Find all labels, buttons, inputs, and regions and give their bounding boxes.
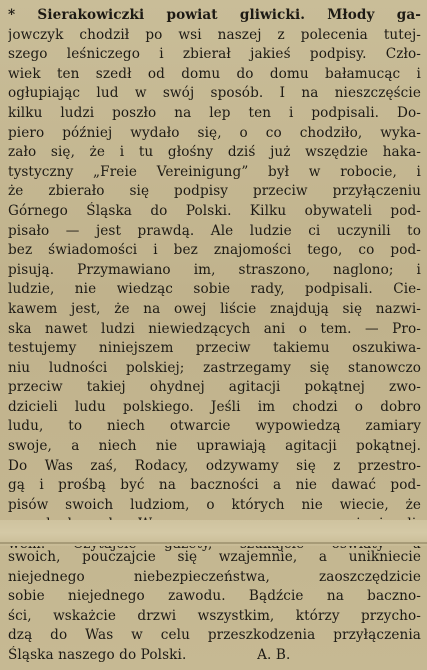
article-signature-line: Śląska naszego do Polski. A. B.: [8, 646, 291, 663]
article-line: ogłupiając lud w swój sposób. I na nieszczęście: [8, 85, 421, 102]
article-line: dzicieli ludu polskiego. Jeśli im chodzi o dobro: [8, 398, 421, 415]
article-line: kawem jest, że na owej liście znajdują się nazwi-: [8, 300, 421, 317]
article-line: swoje, a niech nie uprawiają agitacji pokątnej.: [8, 438, 421, 455]
article-line: Do Was zaś, Rodacy, odzywamy się z przestro-: [8, 457, 421, 474]
article-line: jowczyk chodził po wsi naszej z polecenia tutej-: [8, 26, 421, 43]
article-line: dzą do Was w celu przeszkodzenia przyłączenia: [8, 627, 421, 644]
article-line: pisało — jest prawdą. Ale ludzie ci uczynili to: [8, 222, 421, 239]
article-line: zało się, że i tu głośny dziś już wszędzie haka-: [8, 144, 421, 161]
article-line: Górnego Śląska do Polski. Kilku obywateli pod-: [8, 202, 421, 219]
article-line: ska nawet ludzi niewiedzących ani o tem. — Pro-: [8, 320, 421, 337]
article-line: ludu, to niech otwarcie wypowiedzą zamiary: [8, 418, 421, 435]
article-line: przeciw takiej ohydnej agitacji pokątnej zwo-: [8, 379, 421, 396]
article-line: szego leśniczego i zbierał jakieś podpisy. Czło-: [8, 46, 421, 63]
article-upper-column: [0, 6, 427, 518]
article-line: gą i prośbą być na baczności a nie dawać pod-: [8, 477, 421, 494]
clipping-fold-line: [0, 542, 427, 544]
article-line: bez świadomości i bez znajomości tego, co pod-: [8, 242, 421, 259]
article-line: tystyczny „Freie Vereinigung” był w robocie, i: [8, 163, 421, 180]
article-line: testujemy niniejszem przeciw takiemu oszukiwa-: [8, 340, 421, 357]
article-line: wiek ten szedł od domu do domu bałamucąc i: [8, 65, 421, 82]
article-line: że zbierało się podpisy przeciw przyłączeniu: [8, 183, 421, 200]
article-line: niu ludności polskiej; zastrzegamy się stanowczo: [8, 359, 421, 376]
article-line: pisów swoich ludziom, o których nie wiecie, że: [8, 496, 421, 513]
article-line: sobie niejednego zawodu. Bądźcie na baczno-: [8, 588, 421, 605]
article-line: ludzie, nie wiedząc sobie rady, podpisali. Cie-: [8, 281, 421, 298]
article-line: piero później wydało się, o co chodziło, wyka-: [8, 124, 421, 141]
article-line: pisują. Przymawiano im, straszono, naglono; i: [8, 261, 421, 278]
article-line: * Sierakowiczki powiat gliwicki. Młody ga-: [8, 7, 421, 23]
article-line: niejednego niebezpieczeństwa, zaoszczędzicie: [8, 568, 421, 585]
article-line: kilku ludzi poszło na lep ten i podpisali. Do-: [8, 104, 421, 121]
article-line: ści, wskażcie drzwi wszystkim, którzy przycho-: [8, 607, 421, 624]
article-lower-column: [0, 548, 427, 666]
article-line: swoich, pouczajcie się wzajemnie, a unikniecie: [8, 549, 421, 565]
